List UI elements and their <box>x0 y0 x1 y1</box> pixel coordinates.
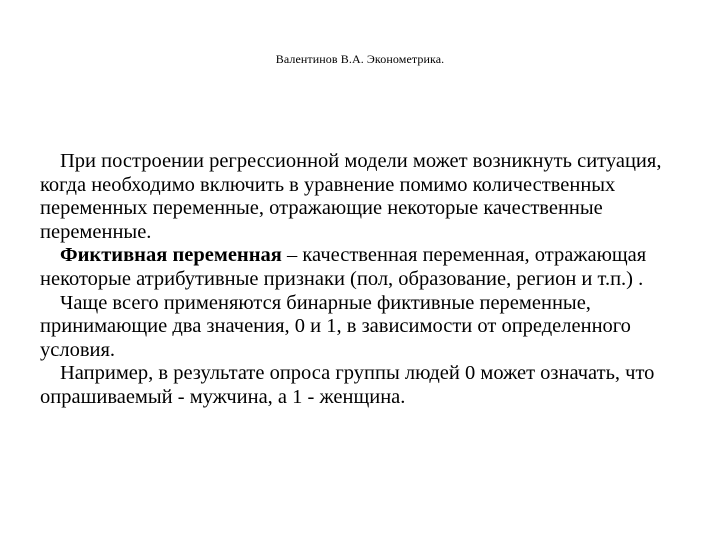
term-dummy-variable: Фиктивная переменная <box>60 244 282 267</box>
paragraph-text: – качественная переменная, отражающая некоторые атрибутивные признаки (пол, образование, регион и т.п.) . <box>40 244 647 290</box>
paragraph-text: Например, в результате опроса группы людей 0 может означать, что опрашиваемый - мужчина, а 1 - женщина. <box>40 362 655 408</box>
paragraph-example <box>40 362 690 409</box>
paragraph-dummy-variable-definition <box>40 244 690 291</box>
paragraph-text: При построении регрессионной модели может возникнуть ситуация, когда необходимо включить в уравнение помимо количественных переменных переменные, отражающие некоторые качественные переменные. <box>40 150 662 243</box>
body-text <box>40 150 690 410</box>
header-title: Валентинов В.А. Эконометрика. <box>275 52 445 66</box>
paragraph-regression-model <box>40 150 690 244</box>
paragraph-binary-variables <box>40 292 690 363</box>
paragraph-text: Чаще всего применяются бинарные фиктивные переменные, принимающие два значения, 0 и 1, в зависимости от определенного условия. <box>40 291 631 361</box>
